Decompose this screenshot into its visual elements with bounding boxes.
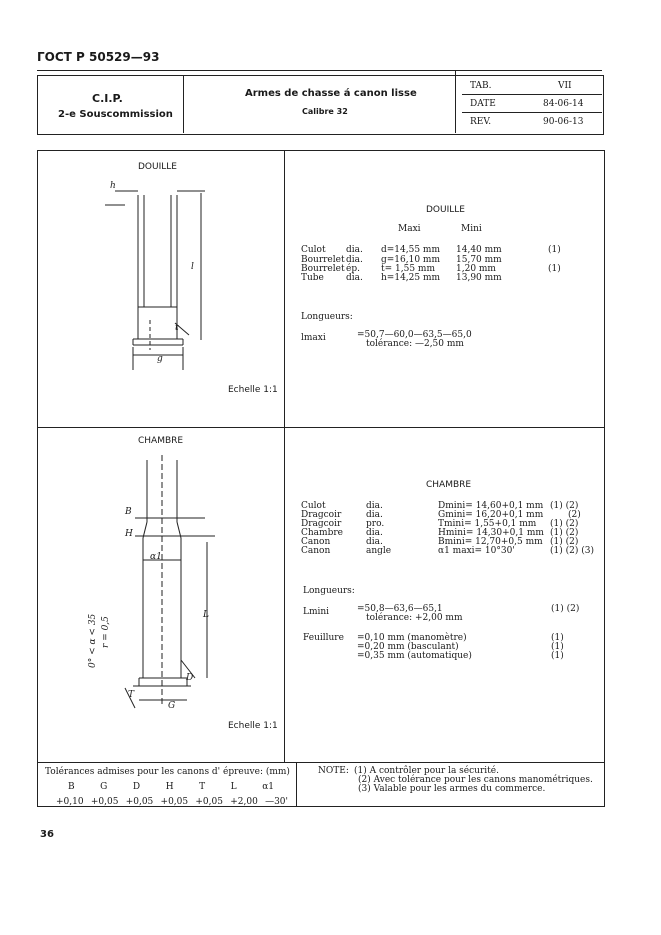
douille-row-maxi: g=16,10 mm (381, 255, 440, 265)
chambre-row-attr: dia. (366, 537, 383, 547)
douille-scale: Echelle 1:1 (228, 385, 278, 395)
chambre-drawing-title: CHAMBRE (138, 436, 184, 446)
chambre-row-notes: (2) (568, 510, 581, 520)
subcommission: 2-e Souscommission (58, 109, 173, 120)
douille-row-mini: 13,90 mm (456, 273, 502, 283)
chambre-row-notes: (1) (2) (3) (550, 546, 594, 556)
tab-label: TAB. (470, 81, 492, 91)
chambre-row-notes: (1) (2) (550, 501, 579, 511)
chambre-row-value: Dmini= 14,60+0,1 mm (438, 501, 544, 511)
tol-header: α1 (262, 782, 274, 792)
douille-table-title: DOUILLE (426, 205, 465, 215)
chambre-tolerance: tolérance: +2,00 mm (366, 613, 463, 623)
chambre-table-title: CHAMBRE (426, 480, 472, 490)
chambre-label-H: H (125, 529, 133, 539)
chambre-row-name: Dragcoir (301, 519, 342, 529)
chambre-row-value: Gmini= 16,20+0,1 mm (438, 510, 544, 520)
chambre-label-G: G (168, 701, 176, 711)
tolerances-title: Tolérances admises pour les canons d' épreuve: (mm) (45, 767, 290, 777)
feuillure-row: =0,10 mm (manomètre) (357, 633, 467, 643)
chambre-label-D: D (186, 673, 194, 683)
chambre-row-name: Canon (301, 546, 331, 556)
douille-label-l: l (191, 262, 194, 272)
chambre-row-name: Chambre (301, 528, 343, 538)
feuillure-label: Feuillure (303, 633, 344, 643)
chambre-row-attr: dia. (366, 510, 383, 520)
douille-tolerance: tolérance: —2,50 mm (366, 339, 464, 349)
tol-header: G (100, 782, 108, 792)
tol-header: L (230, 782, 237, 792)
feuillure-note: (1) (551, 633, 564, 643)
chambre-row-value: Hmini= 14,30+0,1 mm (438, 528, 544, 538)
douille-col-maxi: Maxi (398, 224, 421, 234)
chambre-row-value: α1 maxi= 10°30' (438, 546, 515, 556)
douille-col-mini: Mini (461, 224, 482, 234)
douille-drawing-title: DOUILLE (138, 162, 177, 172)
date-label: DATE (470, 99, 496, 109)
chambre-row-notes: (1) (2) (550, 537, 579, 547)
chambre-row-value: Tmini= 1,55+0,1 mm (438, 519, 537, 529)
tol-header: T (199, 782, 206, 792)
douille-longueurs-label: Longueurs: (301, 312, 353, 322)
douille-row-name: Culot (301, 245, 326, 255)
chambre-row-attr: angle (366, 546, 392, 556)
douille-row-attr: ép. (346, 264, 360, 274)
douille-row-note: (1) (548, 245, 561, 255)
chambre-angle-range: 0° < α < 35 (88, 613, 98, 668)
douille-row-name: Tube (301, 273, 324, 283)
date-value: 84-06-14 (543, 99, 584, 109)
tol-header: H (165, 782, 174, 792)
org-name: C.I.P. (92, 92, 123, 105)
chambre-row-notes: (1) (2) (550, 519, 579, 529)
tol-header: B (68, 782, 75, 792)
feuillure-note: (1) (551, 642, 564, 652)
douille-lmaxi-value: =50,7—60,0—63,5—65,0 (357, 330, 472, 340)
douille-lmaxi-label: lmaxi (301, 333, 326, 343)
tol-value: +2,00 (230, 797, 258, 807)
feuillure-row: =0,20 mm (basculant) (357, 642, 459, 652)
douille-row-name: Bourrelet (301, 264, 345, 274)
douille-row-attr: dia. (346, 273, 363, 283)
feuillure-row: =0,35 mm (automatique) (357, 651, 472, 661)
chambre-row-attr: pro. (366, 519, 385, 529)
chambre-row-attr: dia. (366, 501, 383, 511)
tab-value: VII (558, 81, 572, 91)
note-item: (1) A contrôler pour la sécurité. (354, 766, 499, 776)
douille-row-attr: dia. (346, 255, 363, 265)
douille-row-mini: 15,70 mm (456, 255, 502, 265)
page-number: 36 (40, 829, 54, 840)
chambre-label-L: L (203, 610, 209, 620)
chambre-radius: r = 0,5 (101, 616, 111, 648)
chambre-lmini-notes: (1) (2) (551, 604, 580, 614)
douille-row-mini: 1,20 mm (456, 264, 496, 274)
chambre-scale: Echelle 1:1 (228, 721, 278, 731)
tol-value: +0,05 (195, 797, 223, 807)
note-item: (2) Avec tolérance pour les canons manométriques. (358, 775, 593, 785)
chambre-row-value: Bmini= 12,70+0,5 mm (438, 537, 543, 547)
douille-row-note: (1) (548, 264, 561, 274)
note-label: NOTE: (318, 766, 349, 776)
chambre-drawing (95, 450, 225, 720)
douille-row-maxi: h=14,25 mm (381, 273, 441, 283)
chambre-lmini-value: =50,8—63,6—65,1 (357, 604, 443, 614)
douille-row-maxi: t= 1,55 mm (381, 264, 435, 274)
chambre-row-name: Culot (301, 501, 326, 511)
chambre-lmini-label: Lmini (303, 607, 330, 617)
chambre-label-T: T (128, 690, 135, 700)
tol-value: +0,10 (56, 797, 84, 807)
rev-value: 90-06-13 (543, 117, 584, 127)
header-box (37, 75, 604, 135)
caliber-label: Calibre 32 (302, 107, 348, 116)
chambre-row-name: Dragcoir (301, 510, 342, 520)
douille-row-attr: dia. (346, 245, 363, 255)
tol-value: +0,05 (125, 797, 154, 807)
douille-row-maxi: d=14,55 mm (381, 245, 440, 255)
douille-label-t: t (175, 323, 179, 333)
tol-value: +0,05 (160, 797, 189, 807)
chambre-row-name: Canon (301, 537, 331, 547)
tol-value: +0,05 (90, 797, 119, 807)
douille-row-name: Bourrelet (301, 255, 345, 265)
tol-header: D (132, 782, 141, 792)
chambre-row-notes: (1) (2) (550, 528, 579, 538)
chambre-longueurs-label: Longueurs: (303, 586, 355, 596)
note-item: (3) Valable pour les armes du commerce. (358, 784, 546, 794)
douille-label-g: g (157, 354, 163, 364)
rev-label: REV. (470, 117, 492, 127)
douille-label-h: h (110, 181, 116, 191)
douille-row-mini: 14,40 mm (456, 245, 502, 255)
chambre-row-attr: dia. (366, 528, 383, 538)
chambre-label-alpha: α1 (150, 552, 162, 562)
chambre-label-B: B (125, 507, 132, 517)
document-title: Armes de chasse á canon lisse (245, 88, 417, 99)
tol-value: —30' (265, 797, 288, 807)
tolerances-table (56, 781, 288, 808)
feuillure-note: (1) (551, 651, 564, 661)
gost-number: ГОСТ Р 50529—93 (37, 50, 160, 64)
